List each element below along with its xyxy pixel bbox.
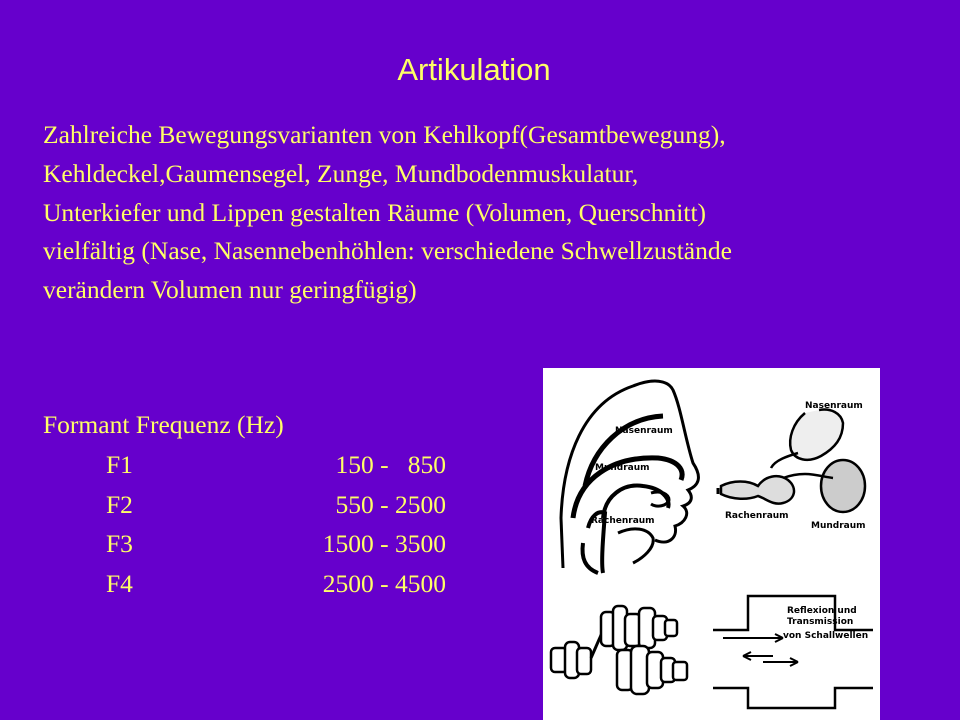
body-line: verändern Volumen nur geringfügig) xyxy=(43,275,417,305)
label-rachenraum-right: Rachenraum xyxy=(725,511,789,521)
formant-name: F4 xyxy=(106,568,133,598)
formant-row xyxy=(106,490,446,530)
formant-row xyxy=(106,529,446,569)
formant-row xyxy=(106,450,446,490)
formant-name: F2 xyxy=(106,489,133,519)
formant-header: Formant Frequenz (Hz) xyxy=(43,410,284,439)
vocal-tract-figure xyxy=(543,368,880,720)
label-reflexion-2: Transmission xyxy=(787,617,854,627)
formant-row xyxy=(106,569,446,609)
vocal-tract-illustration xyxy=(543,368,880,720)
label-mundraum-right: Mundraum xyxy=(811,521,866,531)
body-line: Kehldeckel,Gaumensegel, Zunge, Mundbodenmuskulatur, xyxy=(43,158,639,188)
body-line: Zahlreiche Bewegungsvarianten von Kehlkopf(Gesamtbewegung), xyxy=(43,120,726,149)
label-nasenraum-right: Nasenraum xyxy=(805,401,863,411)
head-cross-section xyxy=(561,381,698,573)
formant-range: 2500 - 4500 xyxy=(322,568,446,598)
slide-title: Artikulation xyxy=(397,52,551,87)
formant-range: 550 - 2500 xyxy=(335,489,446,519)
label-reflexion-3: von Schallwellen xyxy=(783,631,869,641)
body-line: vielfältig (Nase, Nasennebenhöhlen: verschiedene Schwellzustände xyxy=(43,236,732,266)
formant-table xyxy=(106,450,446,608)
formant-name: F3 xyxy=(106,529,133,559)
formant-range: 150 - 850 xyxy=(335,450,446,479)
formant-name: F1 xyxy=(106,450,133,479)
formant-range: 1500 - 3500 xyxy=(322,529,446,559)
body-paragraph xyxy=(43,116,923,310)
resonator-shapes xyxy=(718,410,865,512)
label-nasenraum-left: Nasenraum xyxy=(615,426,673,436)
label-mundraum-left: Mundraum xyxy=(595,463,650,473)
label-reflexion-1: Reflexion und xyxy=(787,606,857,616)
label-rachenraum-left: Rachenraum xyxy=(591,516,655,526)
tube-model xyxy=(551,606,687,694)
body-line: Unterkiefer und Lippen gestalten Räume (Volumen, Querschnitt) xyxy=(43,197,707,227)
